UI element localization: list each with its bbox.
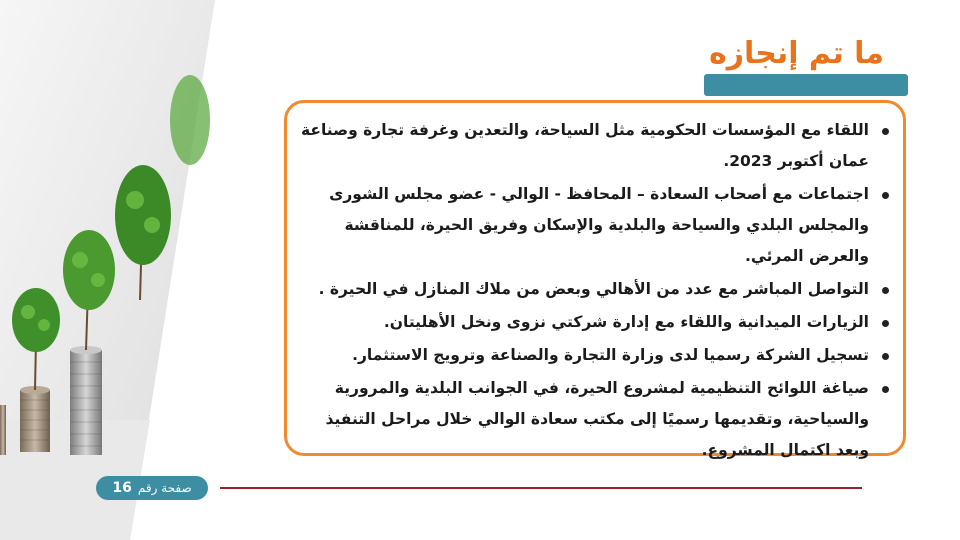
page-number-badge: [96, 476, 208, 500]
money-plant-growth-image: [0, 0, 215, 540]
list-item: تسجيل الشركة رسميا لدى وزارة التجارة والصناعة وترويج الاستثمار.: [301, 340, 869, 371]
achievements-list: [301, 115, 889, 468]
page-label: صفحة رقم: [137, 481, 192, 495]
footer-divider: [220, 487, 862, 489]
list-item: صياغة اللوائح التنظيمية لمشروع الحيرة، في الجوانب البلدية والمرورية والسياحية، وتقديمها رسميًا إلى مكتب سعادة الوالي خلال مراحل التنفيذ وبعد اكتمال المشروع.: [301, 373, 869, 466]
list-item: الزيارات الميدانية واللقاء مع إدارة شركتي نزوى ونخل الأهليتان.: [301, 307, 869, 338]
list-item: اجتماعات مع أصحاب السعادة – المحافظ - الوالي - عضو مجلس الشورى والمجلس البلدي والسياحة والبلدية والإسكان وفريق الحيرة، للمناقشة والعرض المرئي.: [301, 179, 869, 272]
page-title: ما تم إنجازه: [709, 36, 884, 71]
page-number: 16: [112, 480, 132, 496]
title-accent-bar: [704, 74, 908, 96]
content-box: [284, 100, 906, 459]
list-item: اللقاء مع المؤسسات الحكومية مثل السياحة، والتعدين وغرفة تجارة وصناعة عمان أكتوبر 2023.: [301, 115, 869, 177]
list-item: التواصل المباشر مع عدد من الأهالي وبعض من ملاك المنازل في الحيرة .: [301, 274, 869, 305]
